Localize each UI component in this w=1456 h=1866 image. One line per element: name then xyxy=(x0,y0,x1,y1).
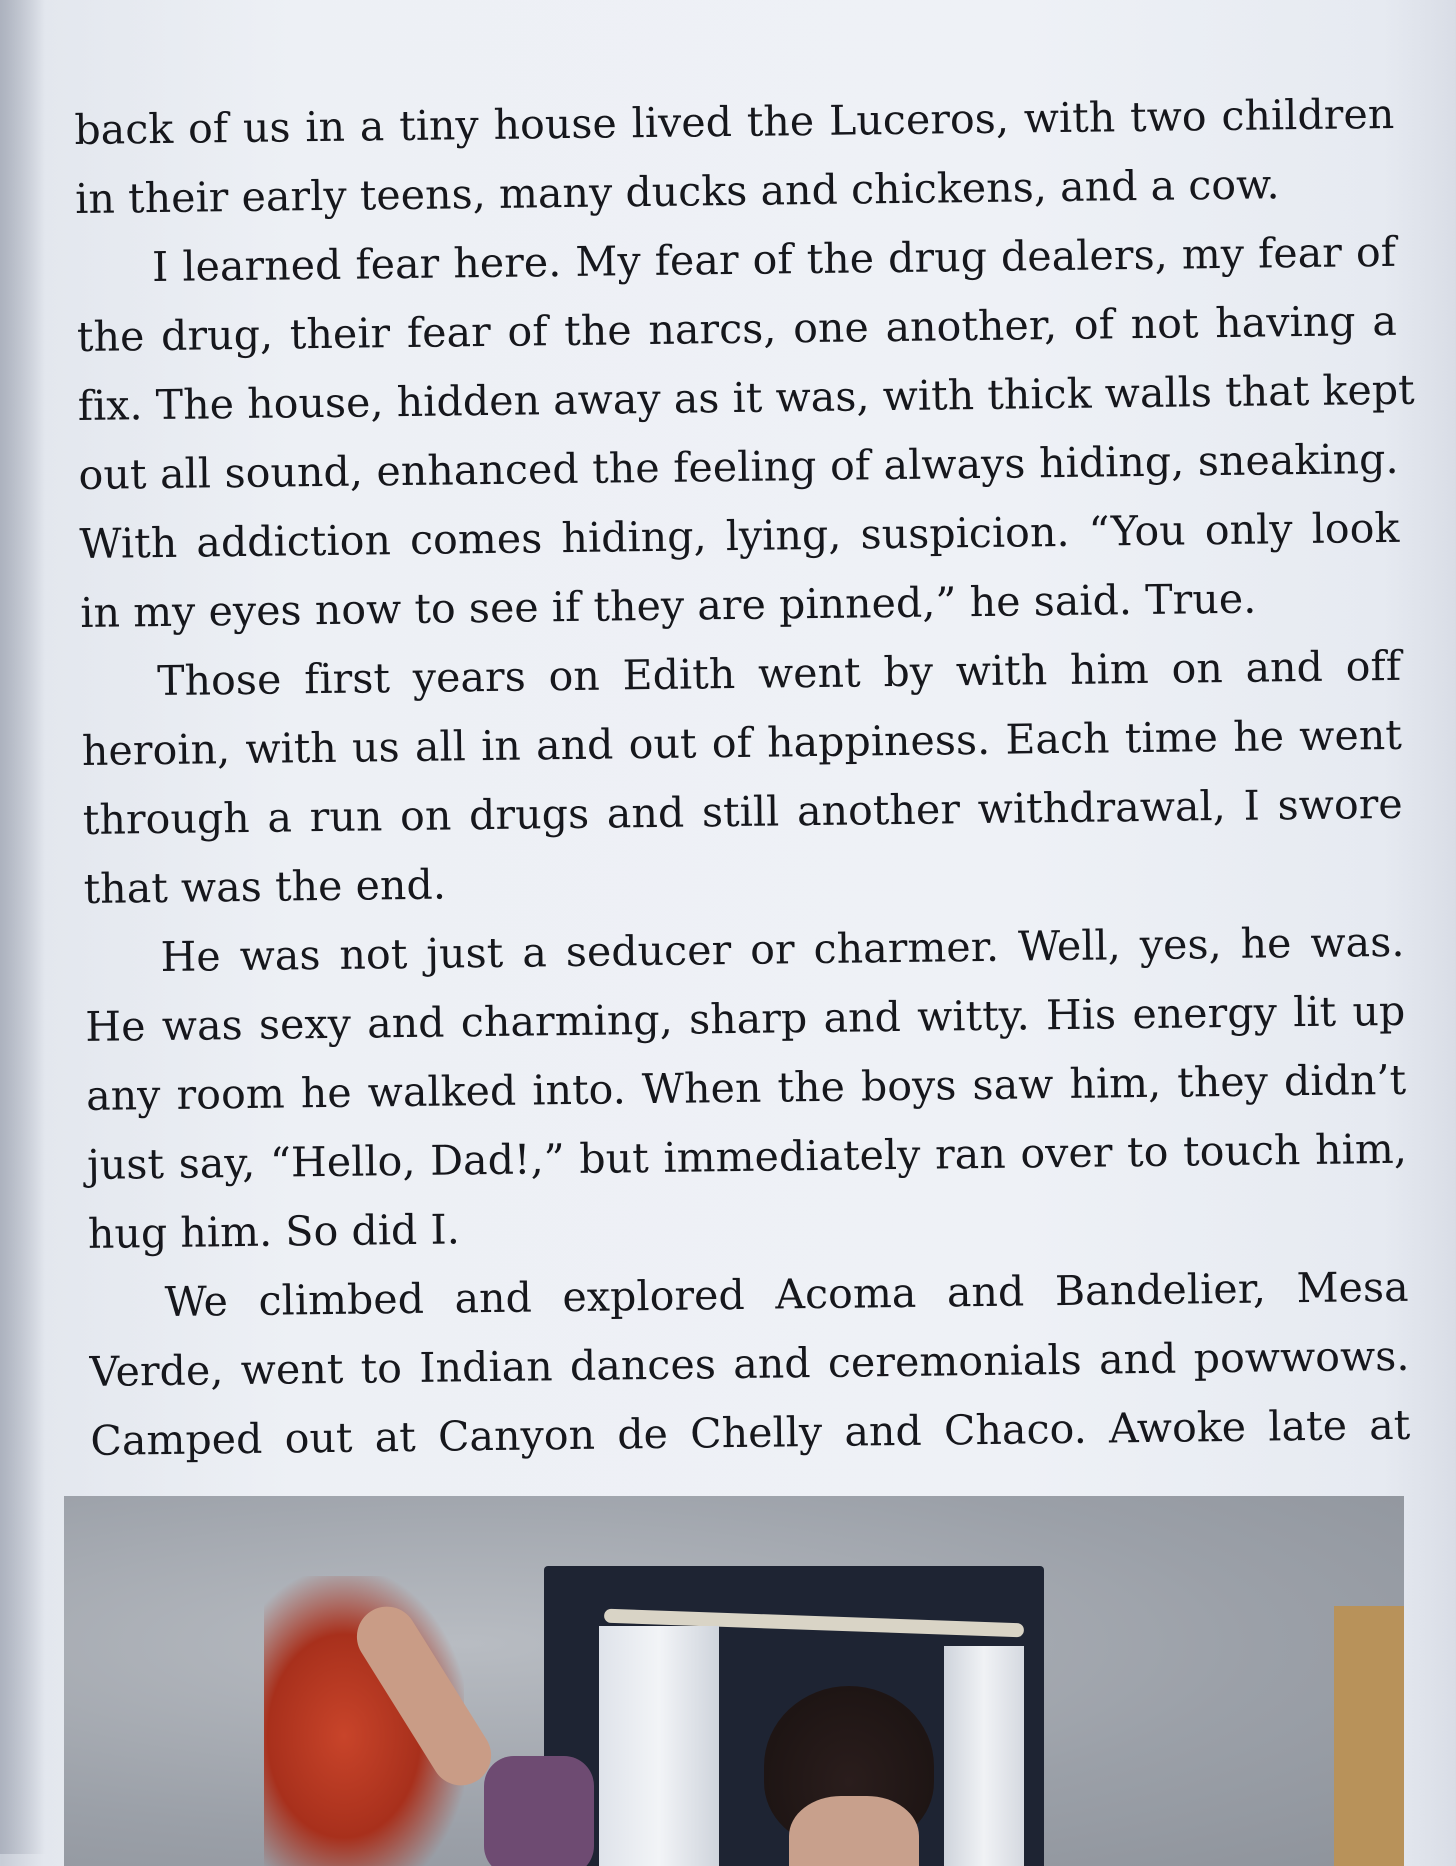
text-line: out all sound, enhanced the feeling of always hiding, sneaking. xyxy=(78,434,1399,499)
photo-curtain-left xyxy=(599,1626,719,1866)
text-line: Camped out at Canyon de Chelly and Chaco. Awoke late at xyxy=(90,1400,1411,1465)
body-text xyxy=(74,80,1416,1476)
text-line: the drug, their fear of the narcs, one another, of not having a xyxy=(76,296,1398,361)
text-line: I learned fear here. My fear of the drug dealers, my fear of xyxy=(151,227,1397,292)
text-line: in their early teens, many ducks and chickens, and a cow. xyxy=(74,160,1280,223)
text-line: just say, “Hello, Dad!,” but immediately ran over to touch him, xyxy=(86,1124,1408,1189)
photo-sleeve xyxy=(484,1756,594,1866)
text-line: hug him. So did I. xyxy=(87,1205,461,1258)
page-gutter-shadow xyxy=(0,0,46,1854)
text-line: He was not just a seducer or charmer. Well, yes, he was. xyxy=(160,917,1405,982)
text-line: through a run on drugs and still another withdrawal, I swore xyxy=(82,779,1404,844)
text-line: With addiction comes hiding, lying, suspicion. “You only look xyxy=(79,503,1400,568)
photograph xyxy=(64,1496,1404,1866)
text-line: Verde, went to Indian dances and ceremonials and powwows. xyxy=(89,1331,1410,1396)
text-line: fix. The house, hidden away as it was, with thick walls that kept xyxy=(77,365,1416,430)
text-line: heroin, with us all in and out of happiness. Each time he went xyxy=(81,710,1403,775)
text-line: any room he walked into. When the boys saw him, they didn’t xyxy=(85,1055,1407,1120)
photo-person-face xyxy=(789,1796,919,1866)
text-line: in my eyes now to see if they are pinned,” he said. True. xyxy=(80,574,1257,637)
text-line: We climbed and explored Acoma and Bandelier, Mesa xyxy=(164,1262,1409,1326)
text-line: He was sexy and charming, sharp and witty. His energy lit up xyxy=(85,986,1406,1051)
text-line: that was the end. xyxy=(83,860,447,913)
text-line: Those first years on Edith went by with him on and off xyxy=(156,641,1402,706)
photo-curtain-right xyxy=(944,1646,1024,1866)
text-line: back of us in a tiny house lived the Luceros, with two children xyxy=(74,89,1395,154)
photo-door xyxy=(1334,1606,1404,1866)
